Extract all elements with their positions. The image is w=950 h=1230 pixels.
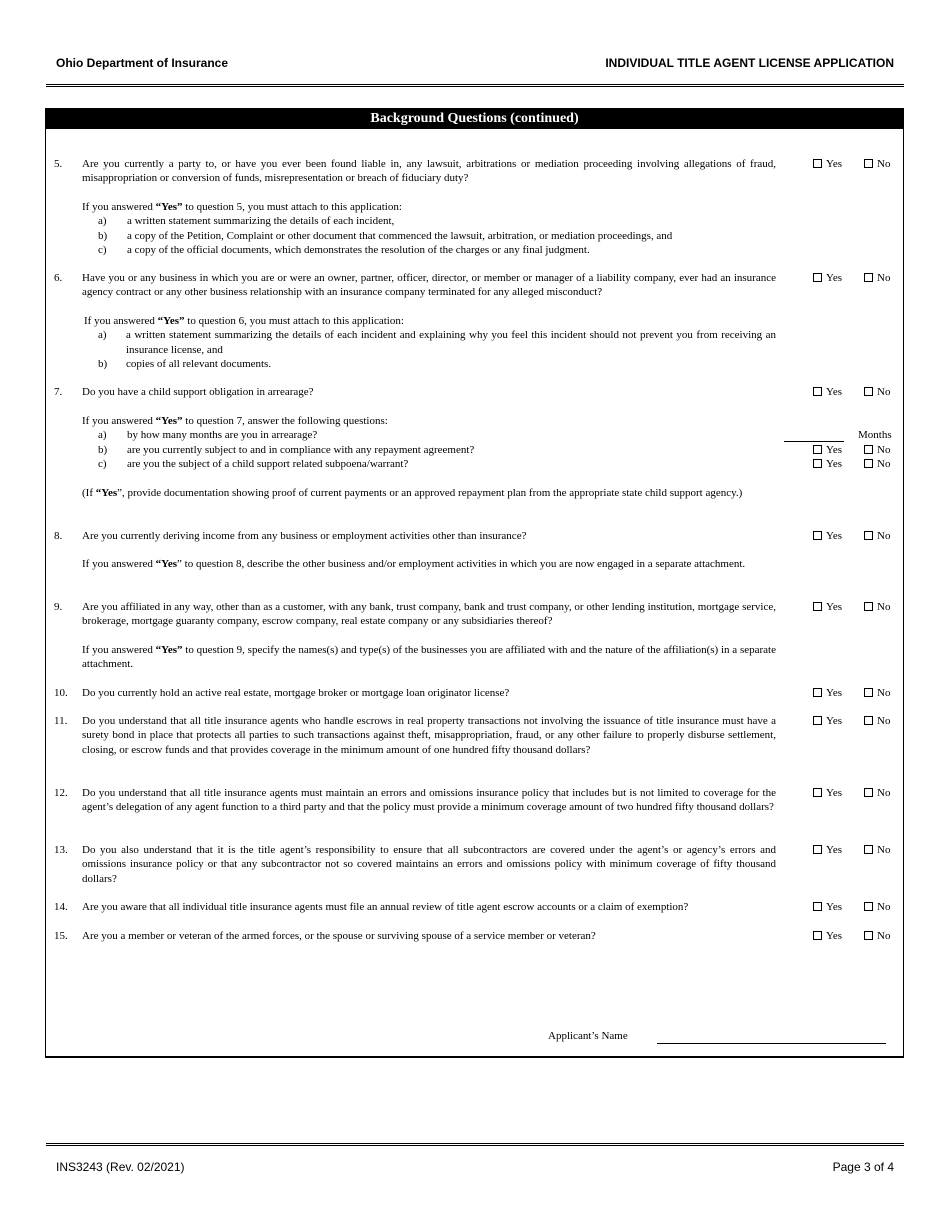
- months-label: Months: [858, 429, 892, 441]
- question-number: 6.: [54, 272, 63, 284]
- checkbox-icon: [864, 788, 873, 797]
- checkbox-icon: [864, 445, 873, 454]
- question-number: 10.: [54, 687, 68, 699]
- checkbox-icon: [864, 159, 873, 168]
- question-text: Are you currently deriving income from any business or employment activities other than insurance?: [82, 530, 527, 542]
- yes-checkbox[interactable]: Yes: [813, 443, 842, 457]
- followup-q7: If you answered “Yes” to question 7, answer the following questions: a) by how many months are you in arrearage? b) are you currently subject to and in compliance with any repayment agreement? c) are you the subject of a child support related subpoena/warrant? (If “Yes”, provide documentation showing proof of current payments or an approved repayment plan from the appropriate state child support agency.): [82, 414, 776, 500]
- checkbox-icon: [813, 788, 822, 797]
- list-item: a) a written statement summarizing the details of each incident and explaining why you feel this incident should not prevent you from receiving an insurance license, and: [98, 329, 776, 356]
- no-checkbox[interactable]: No: [864, 686, 890, 700]
- yes-checkbox[interactable]: Yes: [813, 529, 842, 543]
- yes-checkbox[interactable]: Yes: [813, 600, 842, 614]
- list-item: b) a copy of the Petition, Complaint or other document that commenced the lawsuit, arbitration, or mediation proceedings, and: [98, 229, 673, 242]
- checkbox-icon: [813, 845, 822, 854]
- department-name: Ohio Department of Insurance: [56, 56, 229, 70]
- followup-q8: If you answered “Yes” to question 8, describe the other business and/or employment activities in which you are now engaged in a separate attachment.: [82, 558, 746, 570]
- list-item: a) by how many months are you in arrearage?: [98, 429, 318, 442]
- checkbox-icon: [864, 845, 873, 854]
- checkbox-icon: [813, 459, 822, 468]
- page-number: Page 3 of 4: [832, 1160, 894, 1174]
- checkbox-icon: [813, 531, 822, 540]
- checkbox-icon: [864, 387, 873, 396]
- list-item: a) a written statement summarizing the details of each incident,: [98, 215, 395, 228]
- question-text: Do you understand that all title insurance agents must maintain an errors and omissions insurance policy that includes but is not limited to coverage for the agent’s delegation of any agent function to a third party and that the policy must provide a minimum coverage amount of two hundred fifty thousand dollars?: [82, 787, 776, 814]
- yes-checkbox[interactable]: Yes: [813, 900, 842, 914]
- checkbox-icon: [864, 459, 873, 468]
- no-checkbox[interactable]: No: [864, 157, 890, 171]
- question-number: 7.: [54, 386, 63, 398]
- checkbox-icon: [813, 902, 822, 911]
- followup-note: (If “Yes”, provide documentation showing proof of current payments or an approved repayment plan from the appropriate state child support agency.): [82, 486, 743, 499]
- question-number: 13.: [54, 844, 68, 856]
- checkbox-icon: [813, 445, 822, 454]
- question-text: Are you affiliated in any way, other than as a customer, with any bank, trust company, bank and trust company, or other lending institution, mortgage service, brokerage, mortgage guaranty company, escrow company, real estate company or any subsidiaries thereof?: [82, 601, 776, 628]
- followup-q5: If you answered “Yes” to question 5, you must attach to this application: a) a written statement summarizing the details of each incident, b) a copy of the Petition, Complaint or other document that commenced the lawsuit, arbitration, or mediation proceedings, and c) a copy of the official documents, which demonstrates the resolution of the charges or any final judgment.: [82, 200, 776, 258]
- checkbox-icon: [813, 159, 822, 168]
- question-number: 8.: [54, 530, 63, 542]
- yes-checkbox[interactable]: Yes: [813, 457, 842, 471]
- checkbox-icon: [813, 273, 822, 282]
- no-checkbox[interactable]: No: [864, 600, 890, 614]
- no-checkbox[interactable]: No: [864, 843, 890, 857]
- no-checkbox[interactable]: No: [864, 714, 890, 728]
- question-text: Do you also understand that it is the title agent’s responsibility to ensure that all subcontractors are covered under the agent’s or agency’s errors and omissions insurance policy or that any subcontractor not so covered maintains an errors and omissions policy with minimum coverage of fifty thousand dollars?: [82, 844, 776, 885]
- no-checkbox[interactable]: No: [864, 786, 890, 800]
- no-checkbox[interactable]: No: [864, 443, 890, 457]
- question-text: Do you have a child support obligation in arrearage?: [82, 386, 314, 398]
- no-checkbox[interactable]: No: [864, 529, 890, 543]
- question-number: 11.: [54, 715, 68, 727]
- list-item: b) are you currently subject to and in compliance with any repayment agreement?: [98, 443, 475, 456]
- checkbox-icon: [813, 931, 822, 940]
- question-text: Are you aware that all individual title insurance agents must file an annual review of title agent escrow accounts or a claim of exemption?: [82, 901, 689, 913]
- checkbox-icon: [864, 716, 873, 725]
- form-number: INS3243 (Rev. 02/2021): [56, 1160, 185, 1174]
- checkbox-icon: [813, 387, 822, 396]
- question-number: 9.: [54, 601, 63, 613]
- list-item: b) copies of all relevant documents.: [98, 358, 272, 371]
- no-checkbox[interactable]: No: [864, 929, 890, 943]
- no-checkbox[interactable]: No: [864, 457, 890, 471]
- checkbox-icon: [864, 931, 873, 940]
- followup-q9: If you answered “Yes” to question 9, specify the names(s) and type(s) of the businesses you are affiliated with and the nature of the affiliation(s) in a separate attachment.: [82, 644, 776, 671]
- section-title: Background Questions (continued): [46, 109, 903, 129]
- no-checkbox[interactable]: No: [864, 900, 890, 914]
- followup-q6: If you answered “Yes” to question 6, you must attach to this application: a) a written statement summarizing the details of each incident and explaining why you feel this incident should not prevent you from receiving an insurance license, and b) copies of all relevant documents.: [84, 315, 776, 371]
- checkbox-icon: [813, 602, 822, 611]
- footer-rule: [46, 1143, 904, 1146]
- no-checkbox[interactable]: No: [864, 271, 890, 285]
- yes-checkbox[interactable]: Yes: [813, 843, 842, 857]
- checkbox-icon: [813, 688, 822, 697]
- question-text: Have you or any business in which you are or were an owner, partner, officer, director, or member or manager of a liability company, ever had an insurance agency contract or any other business relationship with an insurance company terminated for any alleged misconduct?: [82, 272, 776, 299]
- yes-checkbox[interactable]: Yes: [813, 385, 842, 399]
- checkbox-icon: [864, 273, 873, 282]
- checkbox-icon: [813, 716, 822, 725]
- yes-checkbox[interactable]: Yes: [813, 686, 842, 700]
- question-number: 15.: [54, 930, 68, 942]
- yes-checkbox[interactable]: Yes: [813, 714, 842, 728]
- yes-checkbox[interactable]: Yes: [813, 786, 842, 800]
- question-text: Do you currently hold an active real estate, mortgage broker or mortgage loan originator license?: [82, 687, 510, 699]
- yes-checkbox[interactable]: Yes: [813, 271, 842, 285]
- question-number: 12.: [54, 787, 68, 799]
- checkbox-icon: [864, 902, 873, 911]
- no-checkbox[interactable]: No: [864, 385, 890, 399]
- question-number: 5.: [54, 158, 63, 170]
- question-number: 14.: [54, 901, 68, 913]
- checkbox-icon: [864, 688, 873, 697]
- header-rule: [46, 84, 904, 87]
- list-item: c) are you the subject of a child support related subpoena/warrant?: [98, 458, 409, 471]
- question-text: Are you currently a party to, or have you ever been found liable in, any lawsuit, arbitrations or mediation proceeding involving allegations of fraud, misappropriation or conversion of funds, misrepresentation or breach of fiduciary duty?: [82, 158, 776, 185]
- question-text: Do you understand that all title insurance agents who handle escrows in real property transactions not involving the issuance of title insurance must have a surety bond in place that protects all parties to such transactions against theft, misappropriation, fraud, or any other failure to properly disburse settlement, closing, or escrow funds and that provides coverage in the minimum amount of one hundred fifty thousand dollars?: [82, 715, 776, 756]
- yes-checkbox[interactable]: Yes: [813, 157, 842, 171]
- applicant-name-label: Applicant’s Name: [548, 1030, 628, 1042]
- months-input[interactable]: [784, 441, 844, 442]
- checkbox-icon: [864, 602, 873, 611]
- form-title: INDIVIDUAL TITLE AGENT LICENSE APPLICATION: [605, 56, 894, 70]
- list-item: c) a copy of the official documents, which demonstrates the resolution of the charges or any final judgment.: [98, 244, 590, 257]
- checkbox-icon: [864, 531, 873, 540]
- question-text: Are you a member or veteran of the armed forces, or the spouse or surviving spouse of a service member or veteran?: [82, 930, 596, 942]
- applicant-name-field[interactable]: [657, 1043, 886, 1044]
- yes-checkbox[interactable]: Yes: [813, 929, 842, 943]
